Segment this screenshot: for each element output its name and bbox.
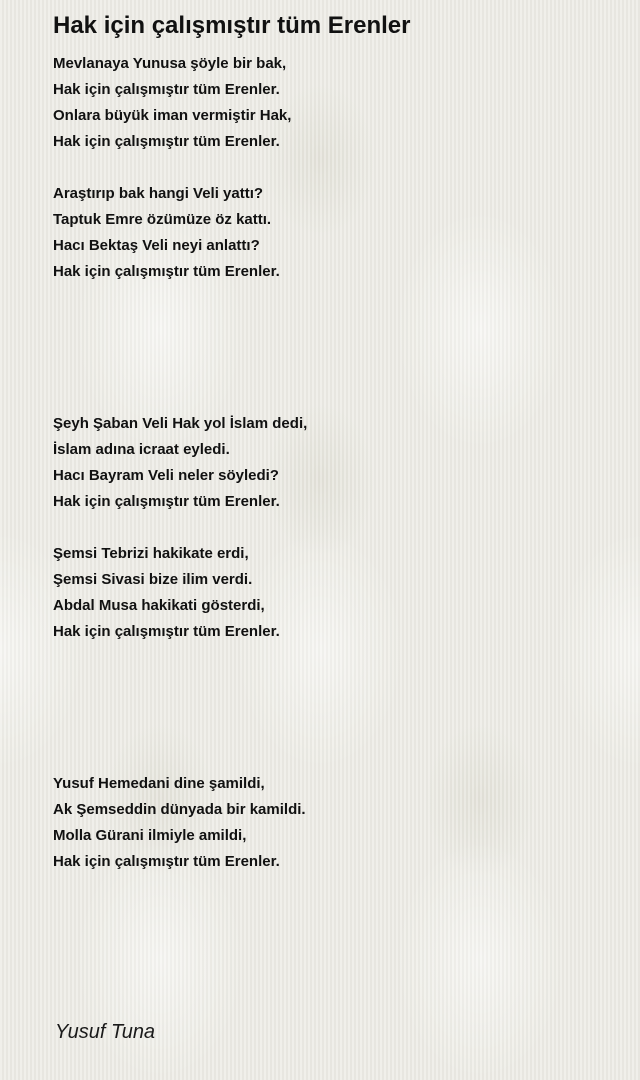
poem-line: Ak Şemseddin dünyada bir kamildi.	[53, 801, 306, 818]
poem-line: Hak için çalışmıştır tüm Erenler.	[53, 133, 280, 150]
poem-line: Mevlanaya Yunusa şöyle bir bak,	[53, 55, 287, 72]
poem-line: Şeyh Şaban Veli Hak yol İslam dedi,	[53, 415, 308, 432]
poem-line: Yusuf Hemedani dine şamildi,	[53, 775, 265, 792]
poem-line: Taptuk Emre özümüze öz kattı.	[53, 211, 272, 228]
stanza-3	[53, 411, 307, 515]
stanza-2	[53, 181, 280, 285]
stanza-4	[53, 541, 280, 645]
stanza-1	[53, 51, 291, 155]
poem-line: Hak için çalışmıştır tüm Erenler.	[53, 493, 280, 510]
poem-line: Şemsi Sivasi bize ilim verdi.	[53, 571, 253, 588]
poem-line: Molla Gürani ilmiyle amildi,	[53, 827, 247, 844]
stanza-5	[53, 771, 306, 875]
poem-line: Onlara büyük iman vermiştir Hak,	[53, 107, 292, 124]
poem-line: Araştırıp bak hangi Veli yattı?	[53, 185, 264, 202]
poem-line: Hak için çalışmıştır tüm Erenler.	[53, 623, 280, 640]
author-name: Yusuf Tuna	[55, 1021, 156, 1043]
poem-line: Abdal Musa hakikati gösterdi,	[53, 597, 265, 614]
poem-line: İslam adına icraat eyledi.	[53, 441, 230, 458]
poem-line: Hacı Bayram Veli neler söyledi?	[53, 467, 279, 484]
poem-line: Şemsi Tebrizi hakikate erdi,	[53, 545, 249, 562]
poem-line: Hak için çalışmıştır tüm Erenler.	[53, 263, 280, 280]
poem-title: Hak için çalışmıştır tüm Erenler	[53, 12, 411, 39]
poem-line: Hak için çalışmıştır tüm Erenler.	[53, 81, 280, 98]
poem-line: Hacı Bektaş Veli neyi anlattı?	[53, 237, 260, 254]
poem-line: Hak için çalışmıştır tüm Erenler.	[53, 853, 280, 870]
